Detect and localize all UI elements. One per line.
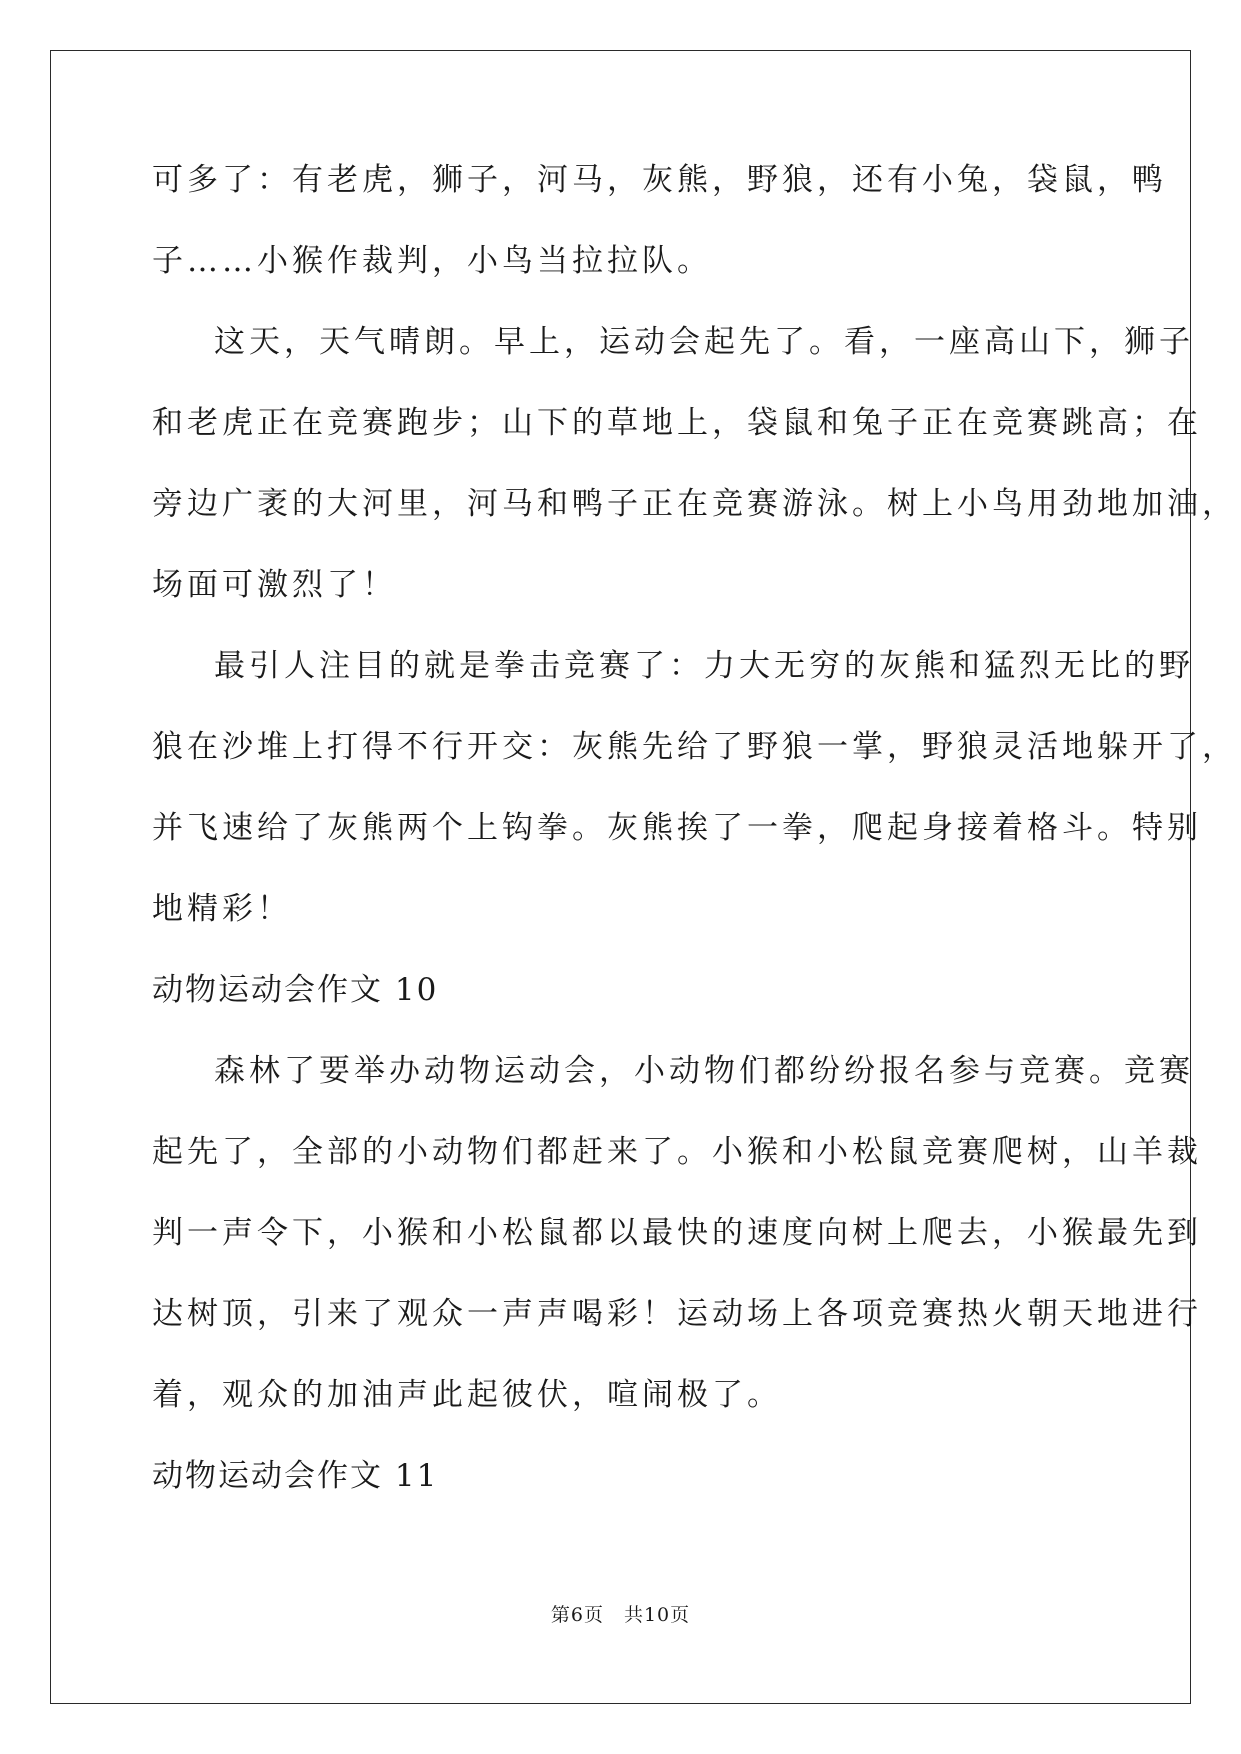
- document-body: [152, 160, 1237, 1537]
- paragraph-start-line: 森林了要举办动物运动会，小动物们都纷纷报名参与竞赛。竞赛: [214, 1053, 1194, 1089]
- text-line: 可多了：有老虎，狮子，河马，灰熊，野狼，还有小兔，袋鼠，鸭: [152, 162, 1167, 198]
- text-line: 狼在沙堆上打得不行开交：灰熊先给了野狼一掌，野狼灵活地躲开了，: [152, 729, 1237, 765]
- text-line: 达树顶，引来了观众一声声喝彩！运动场上各项竞赛热火朝天地进行: [152, 1296, 1202, 1332]
- text-line: 着，观众的加油声此起彼伏，喧闹极了。: [152, 1377, 782, 1413]
- page-number-footer: 第6页 共10页: [550, 1604, 691, 1626]
- paragraph-start-line: 这天，天气晴朗。早上，运动会起先了。看，一座高山下，狮子: [214, 324, 1194, 360]
- section-heading: 动物运动会作文 11: [152, 1458, 439, 1494]
- text-line: 判一声令下，小猴和小松鼠都以最快的速度向树上爬去，小猴最先到: [152, 1215, 1202, 1251]
- text-line: 子……小猴作裁判，小鸟当拉拉队。: [152, 243, 712, 279]
- text-line: 场面可激烈了！: [152, 567, 397, 603]
- section-heading: 动物运动会作文 10: [152, 972, 439, 1008]
- text-line: 和老虎正在竞赛跑步；山下的草地上，袋鼠和兔子正在竞赛跳高；在: [152, 405, 1202, 441]
- text-line: 旁边广袤的大河里，河马和鸭子正在竞赛游泳。树上小鸟用劲地加油，: [152, 486, 1237, 522]
- text-line: 并飞速给了灰熊两个上钩拳。灰熊挨了一拳，爬起身接着格斗。特别: [152, 810, 1202, 846]
- paragraph-start-line: 最引人注目的就是拳击竞赛了：力大无穷的灰熊和猛烈无比的野: [214, 648, 1194, 684]
- text-line: 地精彩！: [152, 891, 292, 927]
- text-line: 起先了，全部的小动物们都赶来了。小猴和小松鼠竞赛爬树，山羊裁: [152, 1134, 1202, 1170]
